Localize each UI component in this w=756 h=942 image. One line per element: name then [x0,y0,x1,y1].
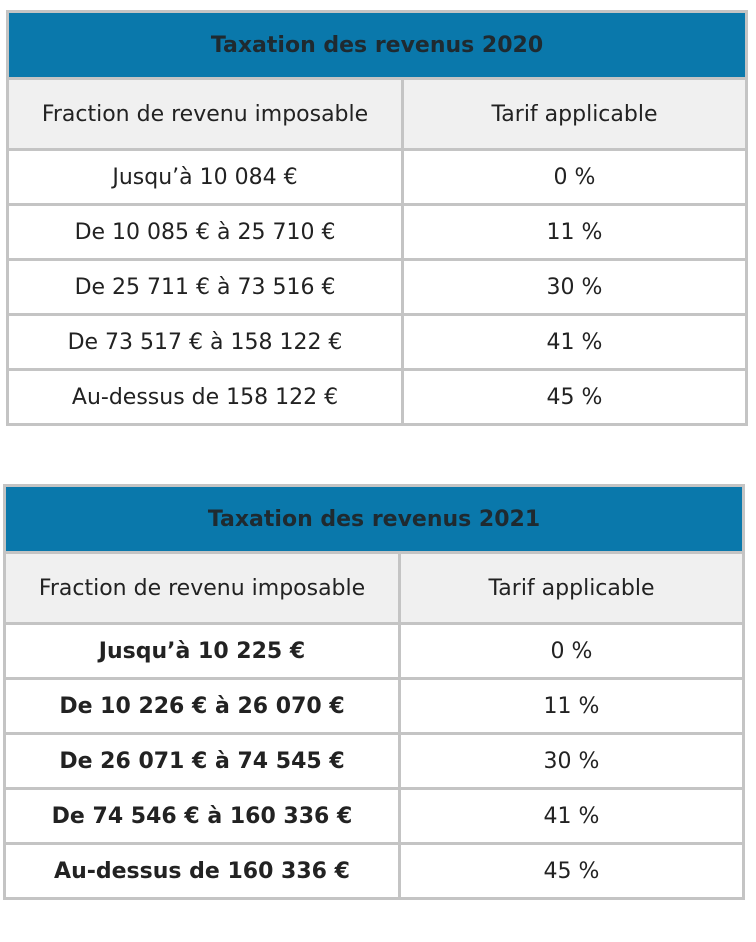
rate-cell: 45 % [403,370,747,425]
income-range-cell: De 25 711 € à 73 516 € [8,260,403,315]
table-title: Taxation des revenus 2021 [5,486,744,553]
rate-cell: 11 % [403,205,747,260]
column-header-rate: Tarif applicable [403,79,747,150]
table-row [8,370,747,425]
tax-table-2020 [6,10,748,426]
rate-cell: 0 % [400,624,744,679]
income-range-cell: Jusqu’à 10 084 € [8,150,403,205]
table-row [5,789,744,844]
income-range-cell: De 10 085 € à 25 710 € [8,205,403,260]
income-range-cell: Au-dessus de 158 122 € [8,370,403,425]
rate-cell: 0 % [403,150,747,205]
rate-cell: 11 % [400,679,744,734]
income-range-cell: De 73 517 € à 158 122 € [8,315,403,370]
column-header-rate: Tarif applicable [400,553,744,624]
table-row [8,205,747,260]
income-range-cell: De 26 071 € à 74 545 € [5,734,400,789]
table-title: Taxation des revenus 2020 [8,12,747,79]
table-row [5,679,744,734]
income-range-cell: De 10 226 € à 26 070 € [5,679,400,734]
rate-cell: 41 % [400,789,744,844]
rate-cell: 30 % [400,734,744,789]
rate-cell: 41 % [403,315,747,370]
income-range-cell: Jusqu’à 10 225 € [5,624,400,679]
income-range-cell: Au-dessus de 160 336 € [5,844,400,899]
rate-cell: 45 % [400,844,744,899]
rate-cell: 30 % [403,260,747,315]
table-row [8,150,747,205]
income-range-cell: De 74 546 € à 160 336 € [5,789,400,844]
column-header-income: Fraction de revenu imposable [8,79,403,150]
tax-table-2021 [3,484,745,900]
column-header-income: Fraction de revenu imposable [5,553,400,624]
table-row [8,315,747,370]
table-row [5,734,744,789]
table-row [5,624,744,679]
table-row [5,844,744,899]
table-row [8,260,747,315]
